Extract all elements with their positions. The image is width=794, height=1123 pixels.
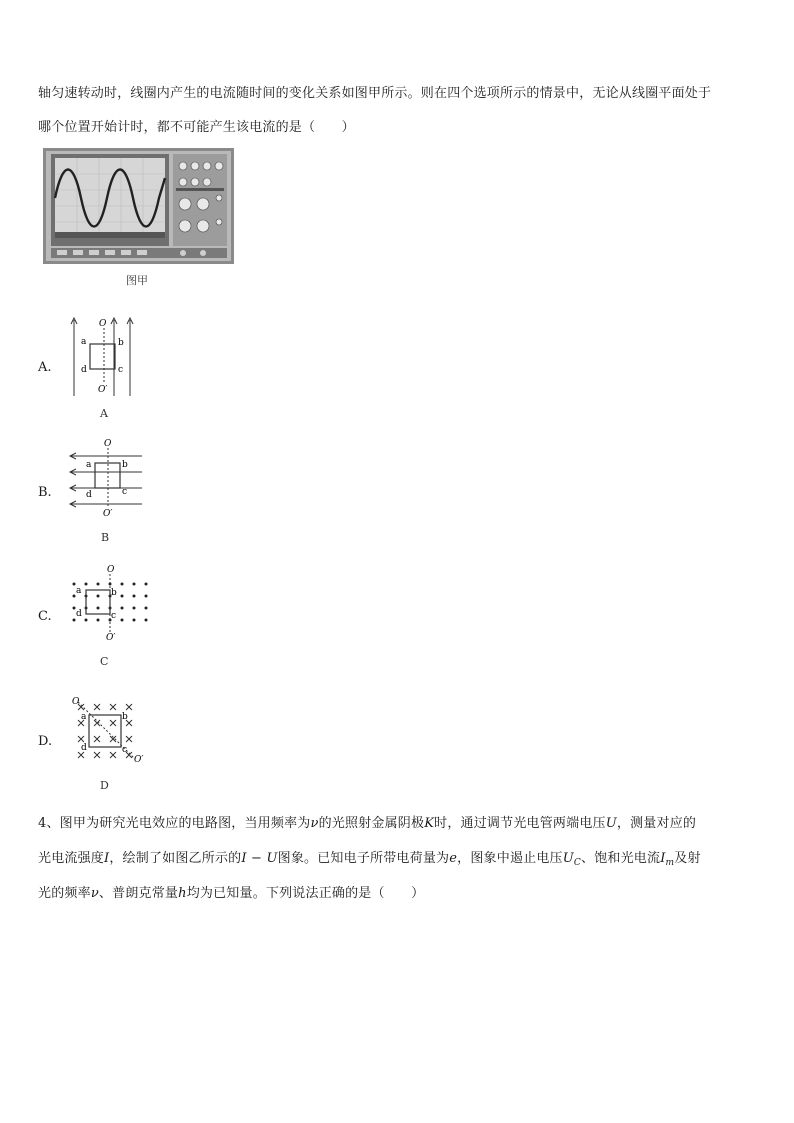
svg-text:O′: O′ [106, 633, 116, 643]
svg-text:O: O [104, 439, 112, 449]
option-b-diagram [66, 436, 146, 520]
option-a-label: A. [38, 360, 52, 375]
figure-caption: 图甲 [126, 274, 148, 287]
option-d-diagram [66, 692, 150, 772]
svg-text:c: c [111, 611, 117, 621]
q3-text-line-1: 轴匀速转动时，线圈内产生的电流随时间的变化关系如图甲所示。则在四个选项所示的情景中，无论从线圈平面处于 [38, 86, 712, 101]
option-c-caption: C [100, 655, 109, 668]
svg-text:O: O [107, 565, 115, 575]
q3-text-line-2: 哪个位置开始计时，都不可能产生该电流的是（ ） [38, 120, 355, 135]
option-a-caption: A [100, 407, 108, 420]
svg-text:b: b [111, 588, 117, 598]
option-c-label: C. [38, 609, 52, 624]
q4-text-line-2: 光电流强度I，绘制了如图乙所示的I − U图象。已知电子所带电荷量为e，图象中遏止电压$U_C$、饱和光电流$I_m$及射 [38, 851, 701, 868]
option-d-label: D. [38, 734, 53, 749]
option-c-diagram [66, 562, 150, 644]
axis-top-label: O [99, 319, 107, 329]
svg-text:O′: O′ [134, 755, 144, 765]
svg-text:b: b [122, 712, 128, 722]
svg-text:O′: O′ [103, 509, 113, 519]
option-b-label: B. [38, 485, 52, 500]
oscilloscope-photo [43, 148, 234, 264]
svg-text:c: c [118, 365, 124, 375]
svg-text:a: a [81, 337, 87, 347]
svg-text:c: c [122, 745, 128, 755]
svg-text:a: a [86, 460, 92, 470]
svg-text:d: d [76, 609, 82, 619]
option-a-diagram [64, 314, 144, 400]
svg-text:O: O [72, 697, 80, 707]
svg-text:b: b [122, 460, 128, 470]
svg-text:d: d [81, 365, 87, 375]
option-d-caption: D [100, 779, 109, 792]
svg-text:c: c [122, 487, 128, 497]
q4-text-line-3: 光的频率ν、普朗克常量h均为已知量。下列说法正确的是（ ） [38, 886, 425, 901]
svg-text:a: a [76, 586, 82, 596]
q4-text-line-1: 4、图甲为研究光电效应的电路图，当用频率为ν的光照射金属阴极K时，通过调节光电管两端电压U，测量对应的 [38, 816, 697, 831]
svg-text:d: d [81, 743, 87, 753]
axis-bottom-label: O′ [98, 385, 108, 395]
svg-text:a: a [81, 712, 87, 722]
svg-text:d: d [86, 490, 92, 500]
option-b-caption: B [101, 531, 110, 544]
svg-text:b: b [118, 338, 124, 348]
